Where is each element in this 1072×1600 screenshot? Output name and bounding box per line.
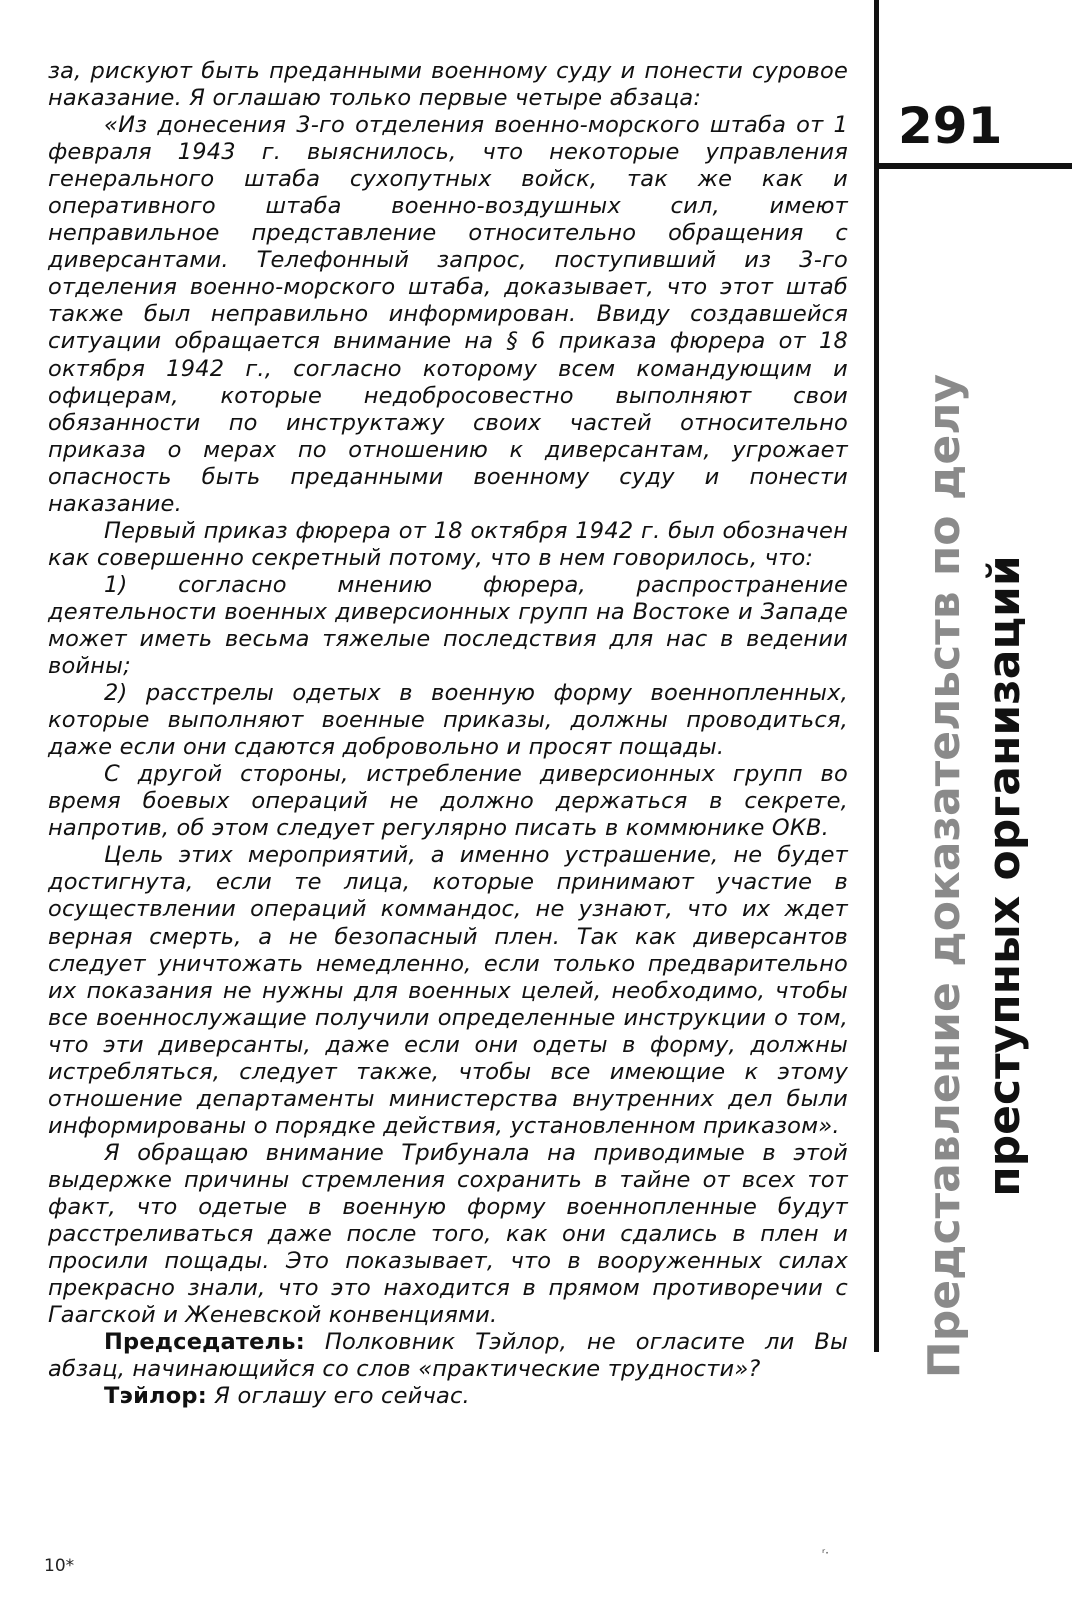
paragraph: за, рискуют быть преданными военному суду и понести суровое наказание. Я оглашаю только первые четыре абзаца: bbox=[48, 58, 848, 112]
speech-text: Я оглашу его сейчас. bbox=[206, 1383, 470, 1410]
running-head-line-1: Представление доказательств по делу bbox=[919, 373, 970, 1379]
paragraph: Я обращаю внимание Трибунала на приводимые в этой выдержке причины стремления сохранить в тайне от всех тот факт, что одетые в военную форму военнопленные будут расстреливаться даже после того, как они сдались в плен и просили пощады. Это показывает, что в вооруженных силах прекрасно знали, что это находится в прямом противоречии с Гаагской и Женевской конвенциями. bbox=[48, 1139, 848, 1329]
body-text bbox=[48, 58, 848, 1410]
paragraph: Первый приказ фюрера от 18 октября 1942 г. был обозначен как совершенно секретный потому, что в нем говорилось, что: bbox=[48, 517, 848, 571]
speaker-name: Председатель: bbox=[104, 1329, 305, 1356]
page-number-underline bbox=[879, 163, 1072, 169]
paragraph: «Из донесения 3-го отделения военно-морского штаба от 1 февраля 1943 г. выяснилось, что некоторые управления генерального штаба сухопутных войск, так же как и оперативного штаба военно-воздушных сил, имеют неправильное представление относительно обращения с диверсантами. Телефонный запрос, поступивший из 3-го отделения военно-морского штаба, доказывает, что этот штаб также был неправильно информирован. Ввиду создавшейся ситуации обращается внимание на § 6 приказа фюрера от 18 октября 1942 г., согласно которому всем командующим и офицерам, которые недобросовестно выполняют свои обязанности по инструктажу своих частей относительно приказа о мерах по отношению к диверсантам, угрожает опасность быть преданными военному суду и понести наказание. bbox=[48, 112, 848, 517]
speech-text: Полковник Тэйлор, не огласите ли Вы абзац, начинающийся со слов «практические трудности»? bbox=[48, 1329, 848, 1383]
print-speck: ʳ· bbox=[822, 1546, 829, 1560]
speaker-name: Тэйлор: bbox=[104, 1383, 207, 1410]
speech-paragraph bbox=[48, 1329, 848, 1383]
page-number: 291 bbox=[898, 97, 1003, 155]
running-head-line-2: преступных организаций bbox=[979, 555, 1030, 1197]
margin-vertical-rule bbox=[874, 0, 879, 1352]
paragraph: 1) согласно мнению фюрера, распространение деятельности военных диверсионных групп на Востоке и Западе может иметь весьма тяжелые последствия для нас в ведении войны; bbox=[48, 571, 848, 680]
paragraph: С другой стороны, истребление диверсионных групп во время боевых операций не должно держаться в секрете, напротив, об этом следует регулярно писать в коммюнике ОКВ. bbox=[48, 761, 848, 842]
speech-paragraph bbox=[48, 1383, 848, 1410]
paragraph: Цель этих мероприятий, а именно устрашение, не будет достигнута, если те лица, которые принимают участие в осуществлении операций коммандос, не узнают, что их ждет верная смерть, а не безопасный плен. Так как диверсантов следует уничтожать немедленно, если только предварительно их показания не нужны для военных целей, необходимо, чтобы все военнослужащие получили определенные инструкции о том, что эти диверсанты, даже если они одеты в форму, должны истребляться, следует также, чтобы все имеющие к этому отношение департаменты министерства внутренних дел были информированы о порядке действия, установленном приказом». bbox=[48, 842, 848, 1139]
signature-mark: 10* bbox=[44, 1556, 75, 1576]
paragraph: 2) расстрелы одетых в военную форму военнопленных, которые выполняют военные приказы, должны проводиться, даже если они сдаются добровольно и просят пощады. bbox=[48, 680, 848, 761]
